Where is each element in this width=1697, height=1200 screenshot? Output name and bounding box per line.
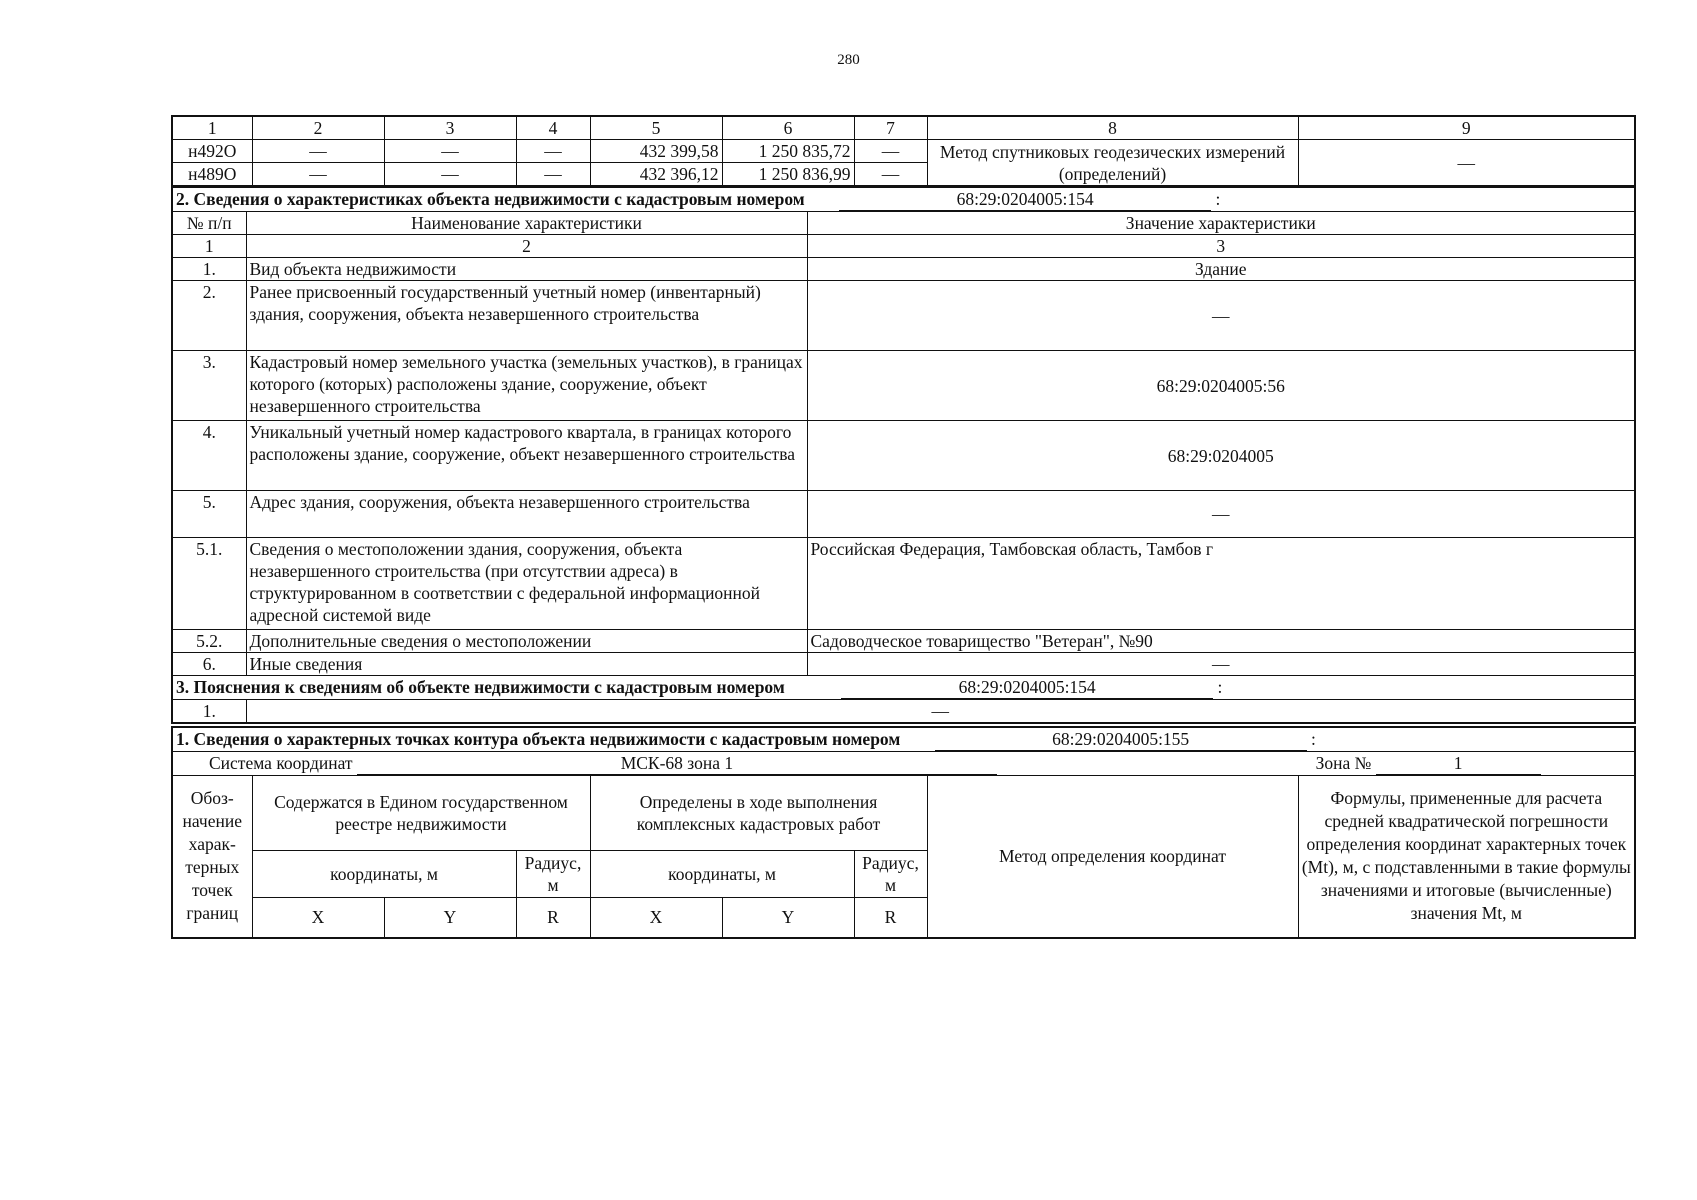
document-body	[171, 115, 1634, 939]
coord-y: 1 250 835,72	[722, 140, 854, 163]
coord-system-value: МСК-68 зона 1	[357, 752, 997, 775]
col-header-designation: Обоз-начение харак-терных точек границ	[172, 776, 252, 938]
table-row	[172, 421, 1635, 491]
zone-label: Зона №	[1315, 753, 1372, 773]
cell: —	[854, 140, 927, 163]
cell: —	[384, 163, 516, 187]
row-name: Ранее присвоенный государственный учетный номер (инвентарный) здания, сооружения, объекта незавершенного строительства	[246, 281, 807, 351]
cadastral-number: 68:29:0204005:154	[839, 188, 1211, 211]
row-value: 68:29:0204005:56	[807, 351, 1635, 421]
row-value: 68:29:0204005	[807, 421, 1635, 491]
row-num: 5.1.	[172, 538, 246, 630]
col-index: 3	[807, 235, 1635, 258]
col-index: 7	[854, 116, 927, 140]
zone-value: 1	[1376, 752, 1541, 775]
coord-system-label: Система координат	[209, 753, 353, 773]
row-name: Адрес здания, сооружения, объекта незавершенного строительства	[246, 491, 807, 538]
colon: :	[1215, 189, 1221, 209]
row-num: 4.	[172, 421, 246, 491]
row-num: 5.2.	[172, 630, 246, 653]
colon: :	[1311, 729, 1316, 749]
row-name: Сведения о местоположении здания, сооружения, объекта незавершенного строительства (при отсутствии адреса) в структурированном в соответствии с федеральной информационной адресной системой виде	[246, 538, 807, 630]
col-header-egrn: Содержатся в Едином государственном реестре недвижимости	[252, 776, 590, 851]
row-name: Вид объекта недвижимости	[246, 258, 807, 281]
formula-cell: —	[1298, 140, 1635, 187]
col-index: 1	[172, 235, 246, 258]
cell: —	[252, 140, 384, 163]
index-row	[172, 235, 1635, 258]
col-index: 4	[516, 116, 590, 140]
section-header	[172, 676, 1635, 700]
row-name: Дополнительные сведения о местоположении	[246, 630, 807, 653]
row-num: 2.	[172, 281, 246, 351]
col-header-value: Значение характеристики	[807, 212, 1635, 235]
colon: :	[1217, 677, 1223, 697]
section-title: 3. Пояснения к сведениям об объекте недвижимости с кадастровым номером	[176, 677, 785, 697]
table-row	[172, 258, 1635, 281]
table-row	[172, 140, 1635, 163]
table-row	[172, 630, 1635, 653]
cadastral-number: 68:29:0204005:154	[841, 676, 1213, 699]
cell: —	[516, 140, 590, 163]
table-row	[172, 538, 1635, 630]
header-row	[172, 776, 1635, 851]
section-header	[172, 727, 1635, 752]
row-name: Уникальный учетный номер кадастрового квартала, в границах которого расположены здание, сооружение, объект незавершенного строительства	[246, 421, 807, 491]
col-header-coords: координаты, м	[590, 851, 854, 898]
contour-points-table	[171, 726, 1636, 939]
row-num: 6.	[172, 653, 246, 676]
col-index: 6	[722, 116, 854, 140]
coordinates-continuation-table	[171, 115, 1636, 187]
point-id: н489О	[172, 163, 252, 187]
table-row	[172, 281, 1635, 351]
row-name: Кадастровый номер земельного участка (земельных участков), в границах которого (которых) расположены здание, сооружение, объект незавершенного строительства	[246, 351, 807, 421]
table-row	[172, 491, 1635, 538]
method-cell: Метод спутниковых геодезических измерений (определений)	[927, 140, 1298, 187]
row-value: —	[807, 653, 1635, 676]
section-title: 1. Сведения о характерных точках контура объекта недвижимости с кадастровым номером	[176, 729, 901, 749]
table-row	[172, 700, 1635, 724]
table-row	[172, 351, 1635, 421]
row-num: 1.	[172, 700, 246, 724]
col-header-method: Метод определения координат	[927, 776, 1298, 938]
col-header-kkr: Определены в ходе выполнения комплексных кадастровых работ	[590, 776, 927, 851]
cell: —	[516, 163, 590, 187]
col-index: 8	[927, 116, 1298, 140]
row-num: 1.	[172, 258, 246, 281]
col-index: 5	[590, 116, 722, 140]
col-header-coords: координаты, м	[252, 851, 516, 898]
col-header-y: Y	[384, 898, 516, 938]
col-index: 2	[246, 235, 807, 258]
header-row	[172, 212, 1635, 235]
col-header-num: № п/п	[172, 212, 246, 235]
row-value: Здание	[807, 258, 1635, 281]
row-num: 5.	[172, 491, 246, 538]
section-title: 2. Сведения о характеристиках объекта недвижимости с кадастровым номером	[176, 189, 805, 209]
point-id: н492О	[172, 140, 252, 163]
row-value: Садоводческое товарищество "Ветеран", №90	[807, 630, 1635, 653]
col-header-y: Y	[722, 898, 854, 938]
row-value: —	[807, 281, 1635, 351]
coord-x: 432 396,12	[590, 163, 722, 187]
coordinate-system-row	[172, 752, 1635, 776]
cell: —	[384, 140, 516, 163]
col-index: 2	[252, 116, 384, 140]
col-header-name: Наименование характеристики	[246, 212, 807, 235]
coord-x: 432 399,58	[590, 140, 722, 163]
page-number: 280	[837, 52, 860, 68]
col-header-formula: Формулы, примененные для расчета средней квадратической погрешности определения координат характерных точек (Mt), м, с подставленными в такие формулы значениями и итоговые (вычисленные) значения Mt, м	[1298, 776, 1635, 938]
table-row	[172, 653, 1635, 676]
section-header	[172, 188, 1635, 212]
col-header-radius: Радиус, м	[854, 851, 927, 898]
column-index-row	[172, 116, 1635, 140]
row-name: Иные сведения	[246, 653, 807, 676]
cell: —	[252, 163, 384, 187]
cadastral-number: 68:29:0204005:155	[935, 728, 1307, 751]
row-value: Российская Федерация, Тамбовская область, Тамбов г	[807, 538, 1635, 630]
row-value: —	[246, 700, 1635, 724]
col-header-radius: Радиус, м	[516, 851, 590, 898]
col-header-x: X	[252, 898, 384, 938]
characteristics-table	[171, 187, 1636, 724]
row-num: 3.	[172, 351, 246, 421]
col-index: 1	[172, 116, 252, 140]
col-header-r: R	[854, 898, 927, 938]
col-header-r: R	[516, 898, 590, 938]
col-index: 3	[384, 116, 516, 140]
coord-y: 1 250 836,99	[722, 163, 854, 187]
col-header-x: X	[590, 898, 722, 938]
row-value: —	[807, 491, 1635, 538]
cell: —	[854, 163, 927, 187]
col-index: 9	[1298, 116, 1635, 140]
